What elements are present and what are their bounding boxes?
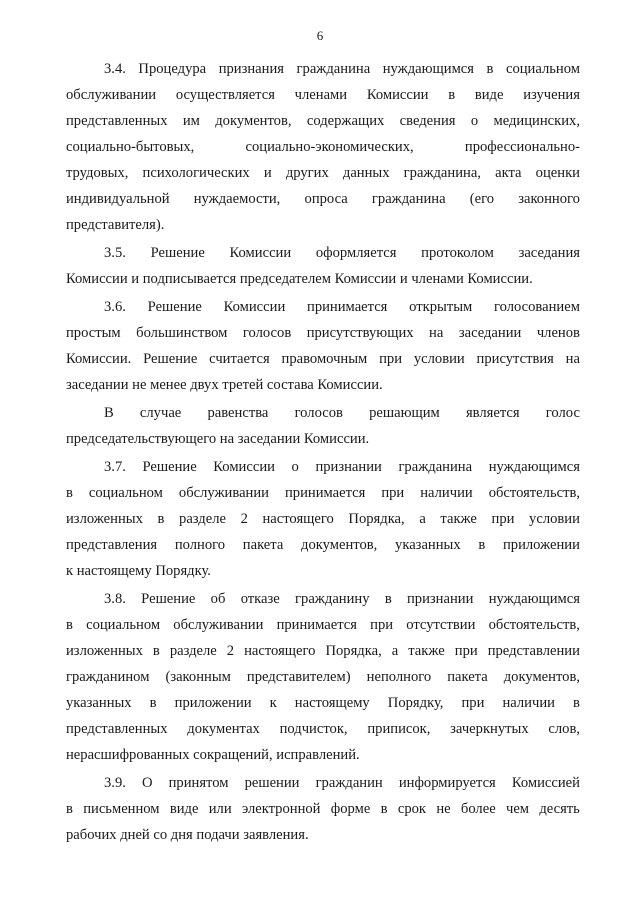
document-body [66, 56, 580, 850]
text-line: представленных документах подчисток, приписок, зачеркнутых слов, [66, 721, 580, 737]
paragraph-3.8 [66, 586, 580, 768]
text-line: 3.8. Решение об отказе гражданину в признании нуждающимся [104, 591, 580, 607]
text-line: изложенных в разделе 2 настоящего Порядка, а также при представлении [66, 643, 580, 659]
text-line: простым большинством голосов присутствующих на заседании членов [66, 325, 580, 341]
text-line: гражданином (законным представителем) неполного пакета документов, [66, 669, 580, 685]
text-line: к настоящему Порядку. [66, 563, 211, 579]
text-line: социально-бытовых, социально-экономических, профессионально- [66, 139, 580, 155]
paragraph-3.7 [66, 454, 580, 584]
text-line: рабочих дней со дня подачи заявления. [66, 827, 309, 843]
paragraph-3.5 [66, 240, 580, 292]
paragraph-3.6b [66, 400, 580, 452]
text-line: В случае равенства голосов решающим является голос [104, 405, 580, 421]
text-line: изложенных в разделе 2 настоящего Порядка, а также при условии [66, 511, 580, 527]
text-line: в социальном обслуживании принимается при отсутствии обстоятельств, [66, 617, 580, 633]
text-line: 3.9. О принятом решении гражданин информируется Комиссией [104, 775, 580, 791]
text-line: обслуживании осуществляется членами Комиссии в виде изучения [66, 87, 580, 103]
text-line: Комиссии. Решение считается правомочным при условии присутствия на [66, 351, 580, 367]
text-line: индивидуальной нуждаемости, опроса гражданина (его законного [66, 191, 580, 207]
text-line: нерасшифрованных сокращений, исправлений. [66, 747, 360, 763]
text-line: 3.4. Процедура признания гражданина нуждающимся в социальном [104, 61, 580, 77]
paragraph-3.4 [66, 56, 580, 238]
text-line: Комиссии и подписывается председателем Комиссии и членами Комиссии. [66, 271, 533, 287]
text-line: указанных в приложении к настоящему Порядку, при наличии в [66, 695, 580, 711]
page-number: 6 [316, 28, 324, 43]
text-line: представленных им документов, содержащих сведения о медицинских, [66, 113, 580, 129]
paragraph-3.6 [66, 294, 580, 398]
text-line: заседании не менее двух третей состава Комиссии. [66, 377, 383, 393]
text-line: 3.7. Решение Комиссии о признании гражданина нуждающимся [104, 459, 580, 475]
paragraph-3.9 [66, 770, 580, 848]
text-line: председательствующего на заседании Комиссии. [66, 431, 370, 447]
text-line: в письменном виде или электронной форме в срок не более чем десять [66, 801, 580, 817]
text-line: представления полного пакета документов, указанных в приложении [66, 537, 580, 553]
text-line: 3.5. Решение Комиссии оформляется протоколом заседания [104, 245, 580, 261]
text-line: в социальном обслуживании принимается при наличии обстоятельств, [66, 485, 580, 501]
text-line: 3.6. Решение Комиссии принимается открытым голосованием [104, 299, 580, 315]
text-line: представителя). [66, 217, 165, 233]
text-line: трудовых, психологических и других данных гражданина, акта оценки [66, 165, 580, 181]
